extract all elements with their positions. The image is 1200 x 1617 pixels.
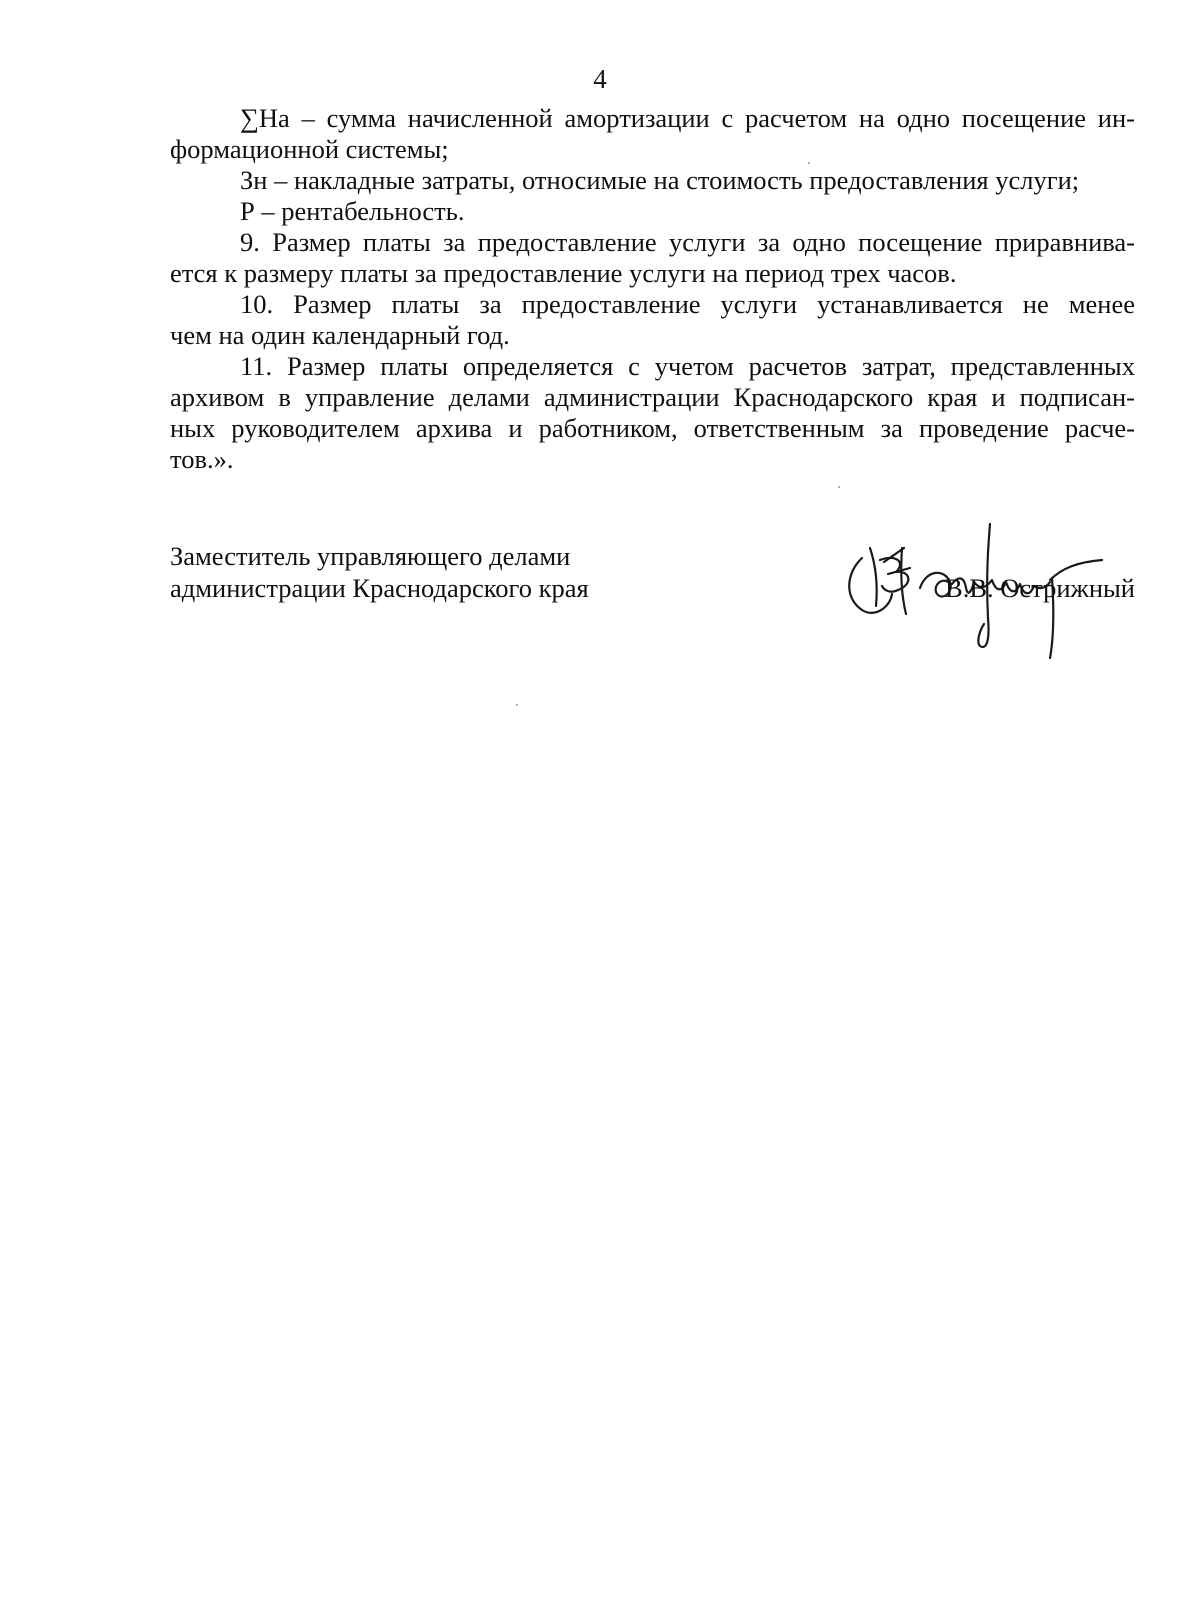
scan-speck	[808, 162, 810, 164]
signatory-name: В.В. Острижный	[945, 573, 1135, 603]
signatory-title	[170, 540, 589, 604]
text-line: тов.».	[170, 444, 234, 474]
text-line: Зн – накладные затраты, относимые на стоимость предоставления услуги;	[240, 165, 1080, 195]
paragraph-10	[170, 289, 1135, 351]
paragraph-profitability	[170, 196, 1135, 227]
signatory-title-line: администрации Краснодарского края	[170, 573, 589, 603]
signatory-title-line: Заместитель управляющего делами	[170, 541, 571, 571]
text-line: 10. Размер платы за предоставление услуги устанавливается не менее	[240, 289, 1135, 319]
text-line: 9. Размер платы за предоставление услуги за одно посещение приравнива-	[240, 227, 1135, 257]
text-line: формационной системы;	[170, 134, 449, 164]
text-line: 11. Размер платы определяется с учетом расчетов затрат, представленных	[240, 351, 1135, 381]
paragraph-9	[170, 227, 1135, 289]
paragraph-11	[170, 351, 1135, 475]
text-line: ных руководителем архива и работником, ответственным за проведение расче-	[170, 413, 1135, 443]
text-line: Р – рентабельность.	[240, 196, 465, 226]
paragraph-amortization	[170, 103, 1135, 165]
text-line: архивом в управление делами администрации Краснодарского края и подписан-	[170, 382, 1135, 412]
paragraph-overhead	[170, 165, 1135, 196]
document-body	[170, 103, 1135, 475]
text-line: ∑На – сумма начисленной амортизации с расчетом на одно посещение ин-	[240, 103, 1135, 133]
scan-speck	[516, 704, 518, 706]
page-number: 4	[593, 64, 607, 94]
text-line: чем на один календарный год.	[170, 320, 510, 350]
scan-speck	[838, 486, 840, 488]
text-line: ется к размеру платы за предоставление услуги на период трех часов.	[170, 258, 957, 288]
signature-block	[170, 540, 1135, 680]
